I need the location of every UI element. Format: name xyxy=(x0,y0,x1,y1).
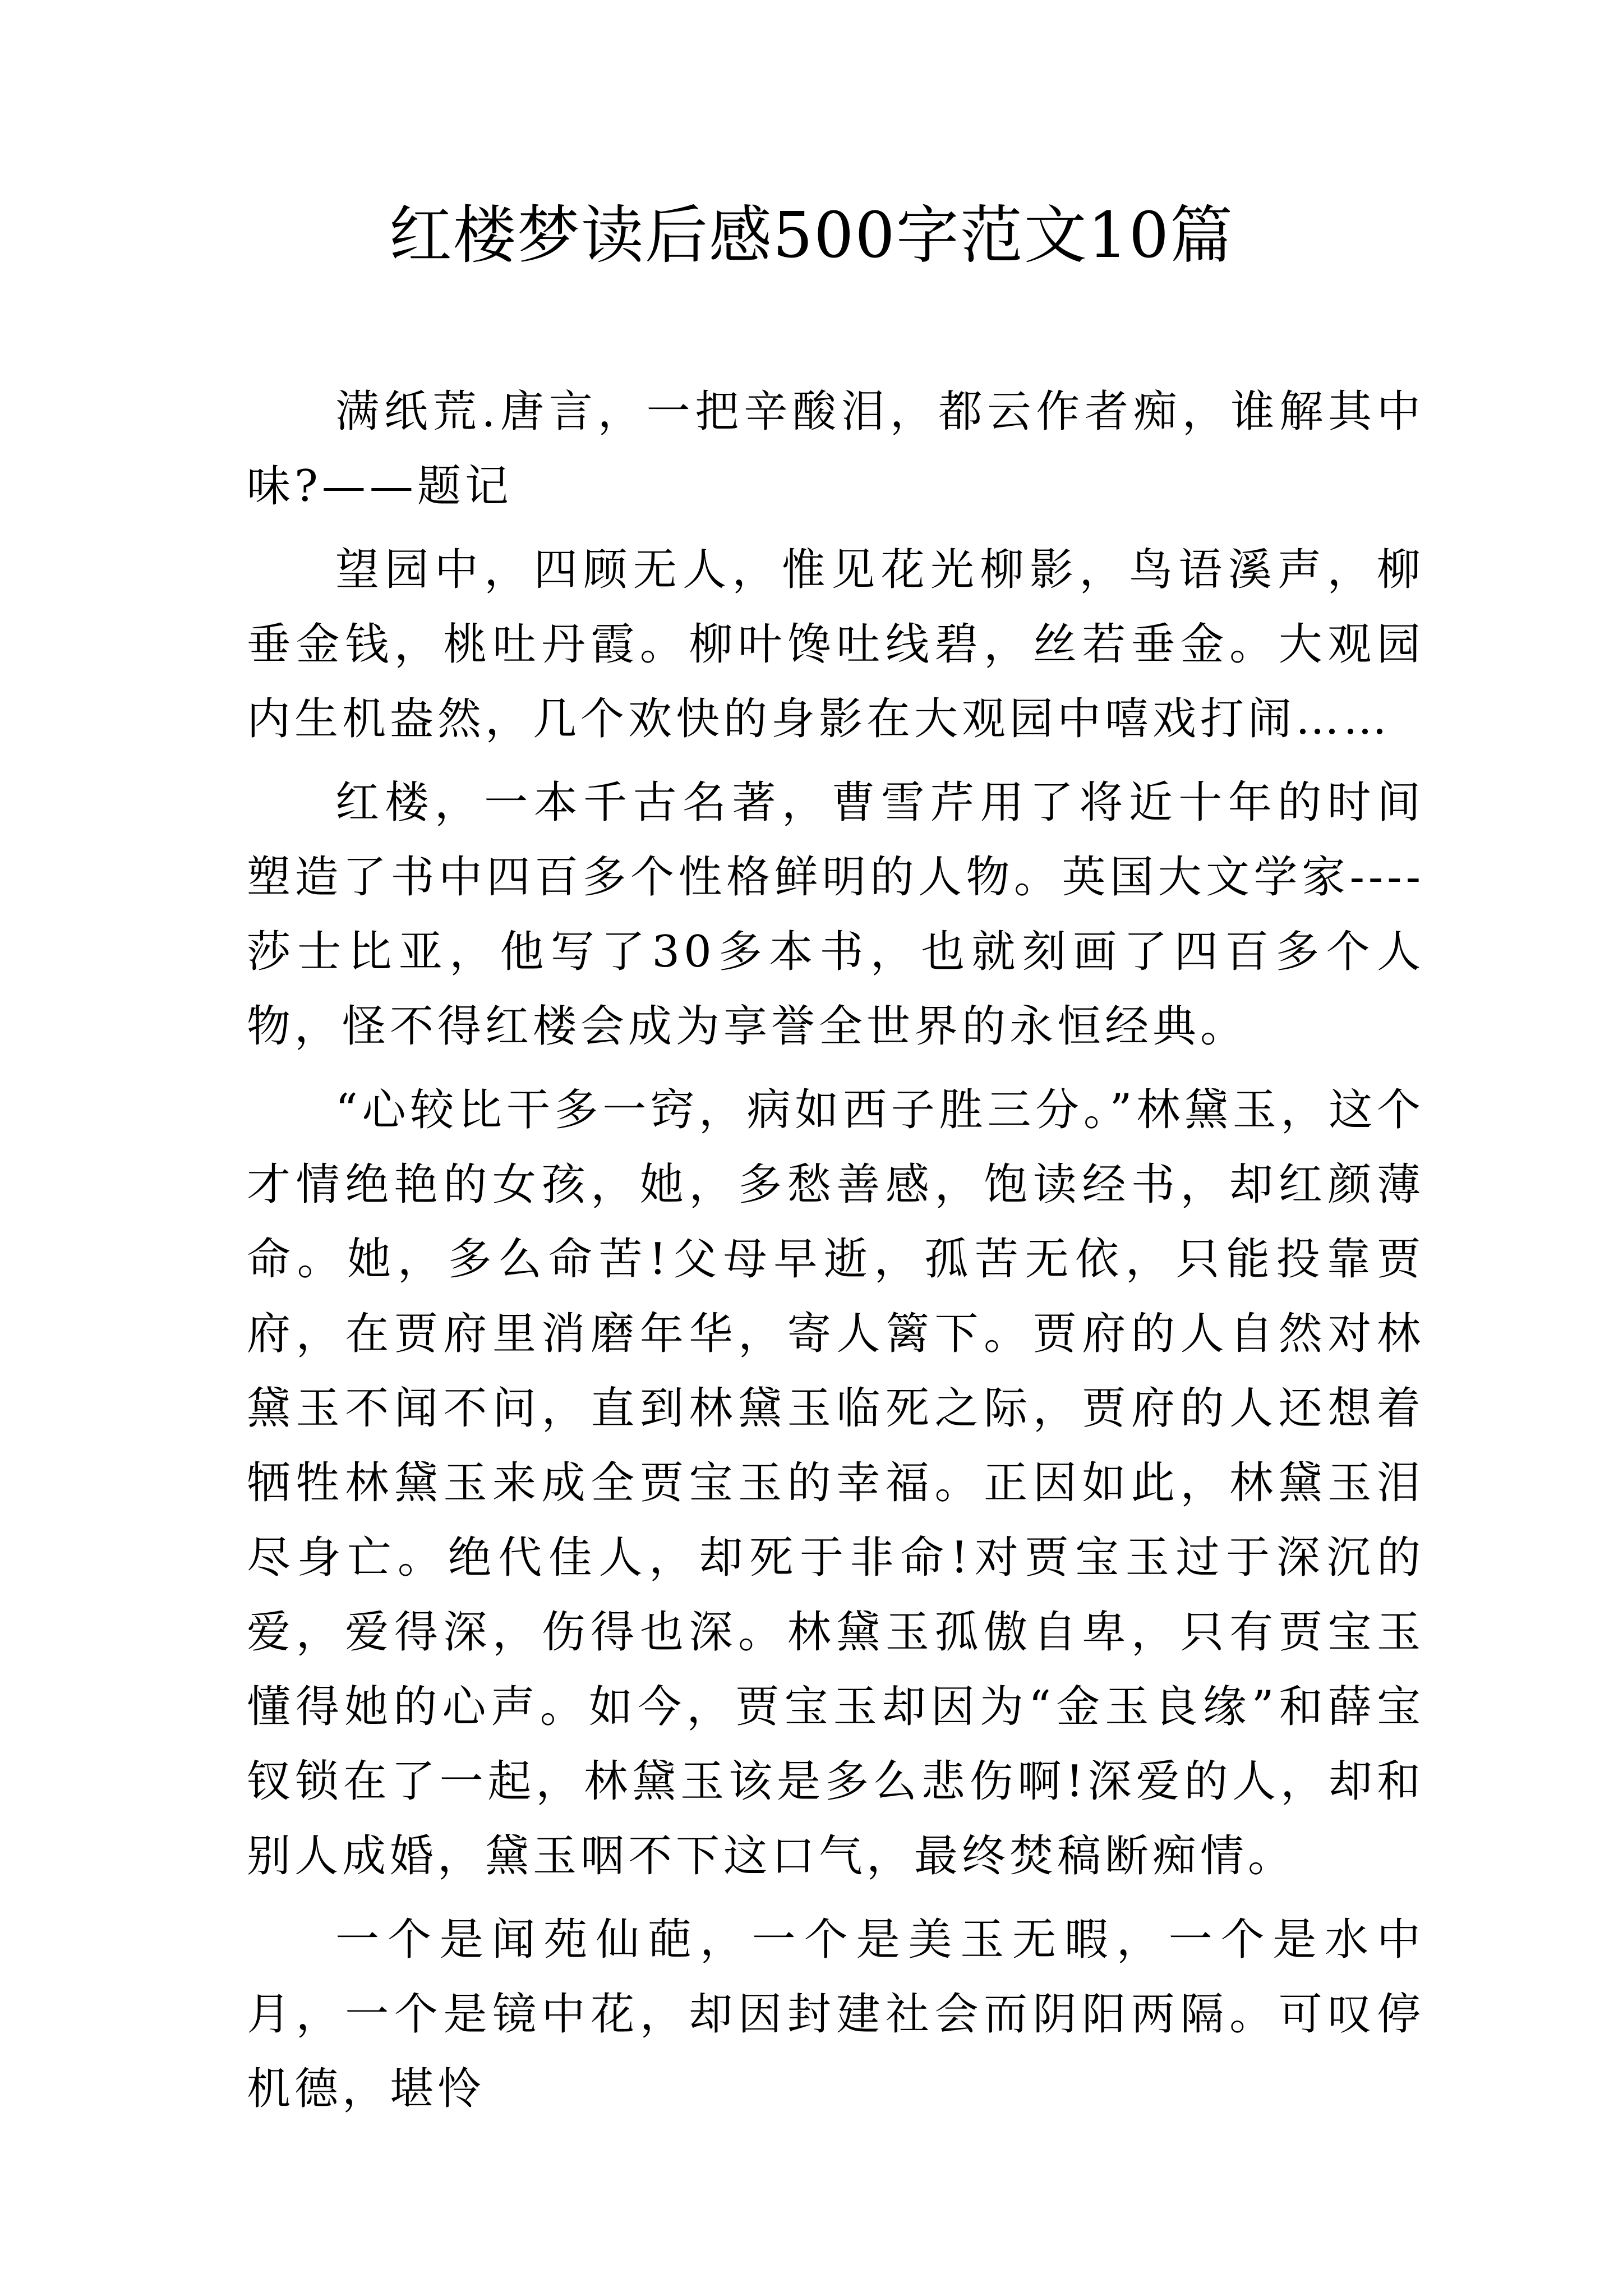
document-body xyxy=(247,375,1424,2136)
paragraph-separation: 一个是闻苑仙葩，一个是美玉无暇，一个是水中月，一个是镜中花，却因封建社会而阴阳两隔。可叹停机德，堪怜 xyxy=(247,1915,1424,2114)
paragraph-novel-intro: 红楼，一本千古名著，曹雪芹用了将近十年的时间塑造了书中四百多个性格鲜明的人物。英国大文学家----莎士比亚，他写了30多本书，也就刻画了四百多个人物，怪不得红楼会成为享誉全世界的永恒经典。 xyxy=(247,777,1424,1052)
paragraph-garden-scene: 望园中，四顾无人，惟见花光柳影，鸟语溪声，柳垂金钱，桃吐丹霞。柳叶馋吐线碧，丝若垂金。大观园内生机盎然，几个欢快的身影在大观园中嘻戏打闹…… xyxy=(247,545,1424,744)
document-title: 红楼梦读后感500字范文10篇 xyxy=(389,199,1234,272)
paragraph-lin-daiyu: “心较比干多一窍，病如西子胜三分。”林黛玉，这个才情绝艳的女孩，她，多愁善感，饱读经书，却红颜薄命。她，多么命苦!父母早逝，孤苦无依，只能投靠贾府，在贾府里消磨年华，寄人篱下。贾府的人自然对林黛玉不闻不问，直到林黛玉临死之际，贾府的人还想着牺牲林黛玉来成全贾宝玉的幸福。正因如此，林黛玉泪尽身亡。绝代佳人，却死于非命!对贾宝玉过于深沉的爱，爱得深，伤得也深。林黛玉孤傲自卑，只有贾宝玉懂得她的心声。如今，贾宝玉却因为“金玉良缘”和薛宝钗锁在了一起，林黛玉该是多么悲伤啊!深爱的人，却和别人成婚，黛玉咽不下这口气，最终焚稿断痴情。 xyxy=(247,1085,1424,1881)
paragraph-epigraph: 满纸荒.唐言，一把辛酸泪，都云作者痴，谁解其中味?——题记 xyxy=(247,386,1424,512)
